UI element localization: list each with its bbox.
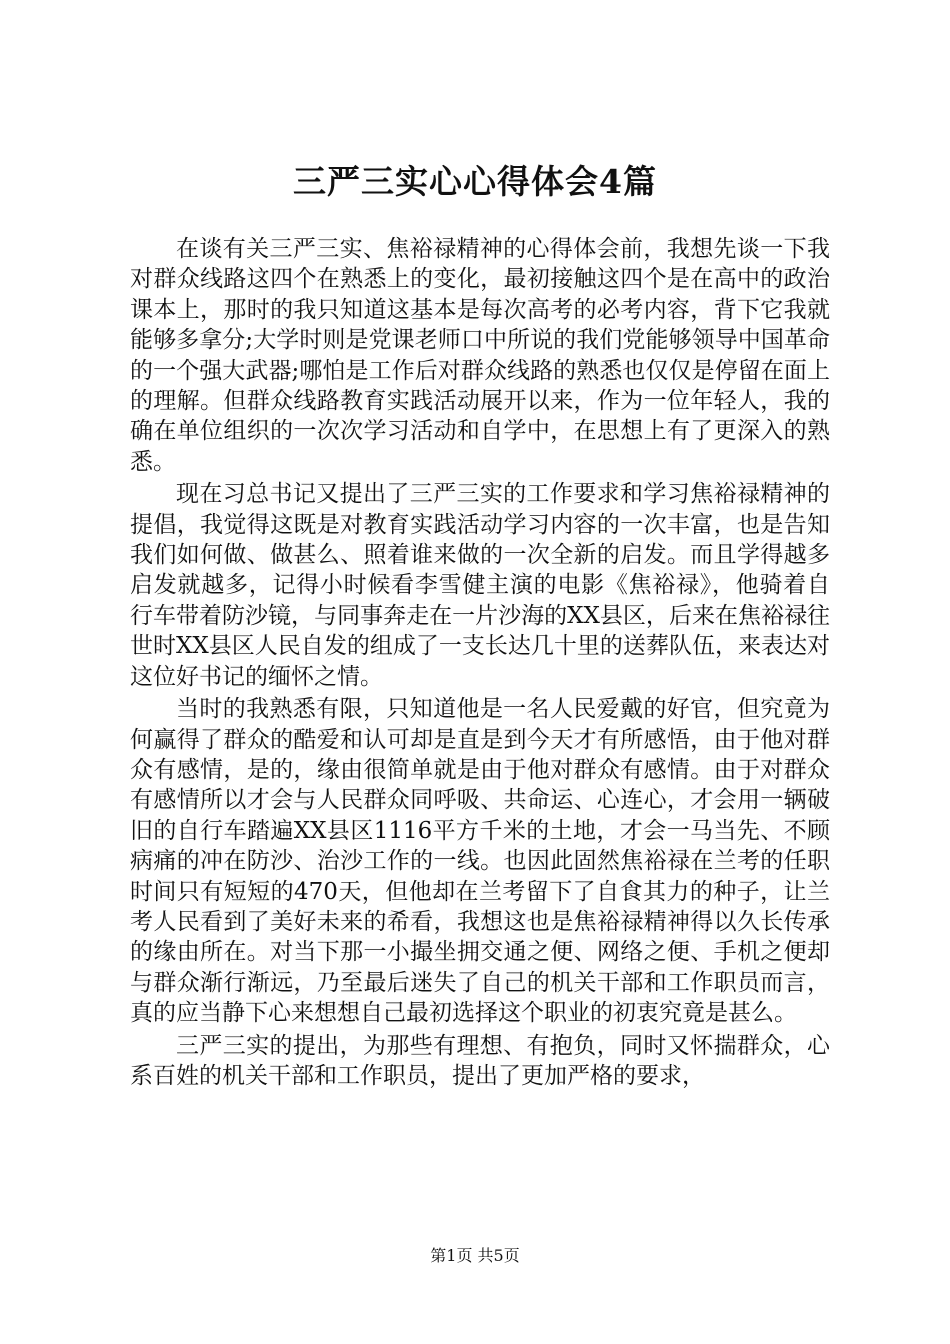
page-footer: 第1页 共5页 xyxy=(430,1246,520,1265)
paragraph-3: 当时的我熟悉有限，只知道他是一名人民爱戴的好官，但究竟为何赢得了群众的酷爱和认可却是直是到今天才有所感悟，由于他对群众有感情，是的，缘由很简单就是由于他对群众有感情。由于对群众有感情所以才会与人民群众同呼吸、共命运、心连心，才会用一辆破旧的自行车踏遍XX县区1116平方千米的土地，才会一马当先、不顾病痛的冲在防沙、治沙工作的一线。也因此固然焦裕禄在兰考的任职时间只有短短的470天，但他却在兰考留下了自食其力的种子，让兰考人民看到了美好未来的希看，我想这也是焦裕禄精神得以久长传承的缘由所在。对当下那一小撮坐拥交通之便、网络之便、手机之便却与群众渐行渐远，乃至最后迷失了自己的机关干部和工作职员而言，真的应当静下心来想想自己最初选择这个职业的初衷究竟是甚么。 xyxy=(130,696,830,1027)
document-title: 三严三实心心得体会4篇 xyxy=(293,162,657,201)
document-body xyxy=(130,234,830,1091)
paragraph-2: 现在习总书记又提出了三严三实的工作要求和学习焦裕禄精神的提倡，我觉得这既是对教育实践活动学习内容的一次丰富，也是告知我们如何做、做甚么、照着谁来做的一次全新的启发。而且学得越多启发就越多，记得小时候看李雪健主演的电影《焦裕禄》，他骑着自行车带着防沙镜，与同事奔走在一片沙海的XX县区，后来在焦裕禄往世时XX县区人民自发的组成了一支长达几十里的送葬队伍，来表达对这位好书记的缅怀之情。 xyxy=(130,481,830,690)
paragraph-4: 三严三实的提出，为那些有理想、有抱负，同时又怀揣群众，心系百姓的机关干部和工作职员，提出了更加严格的要求， xyxy=(130,1032,830,1089)
paragraph-1: 在谈有关三严三实、焦裕禄精神的心得体会前，我想先谈一下我对群众线路这四个在熟悉上的变化，最初接触这四个是在高中的政治课本上，那时的我只知道这基本是每次高考的必考内容，背下它我就能够多拿分;大学时则是党课老师口中所说的我们党能够领导中国革命的一个强大武器;哪怕是工作后对群众线路的熟悉也仅仅是停留在面上的理解。但群众线路教育实践活动展开以来，作为一位年轻人，我的确在单位组织的一次次学习活动和自学中，在思想上有了更深入的熟悉。 xyxy=(130,236,830,475)
